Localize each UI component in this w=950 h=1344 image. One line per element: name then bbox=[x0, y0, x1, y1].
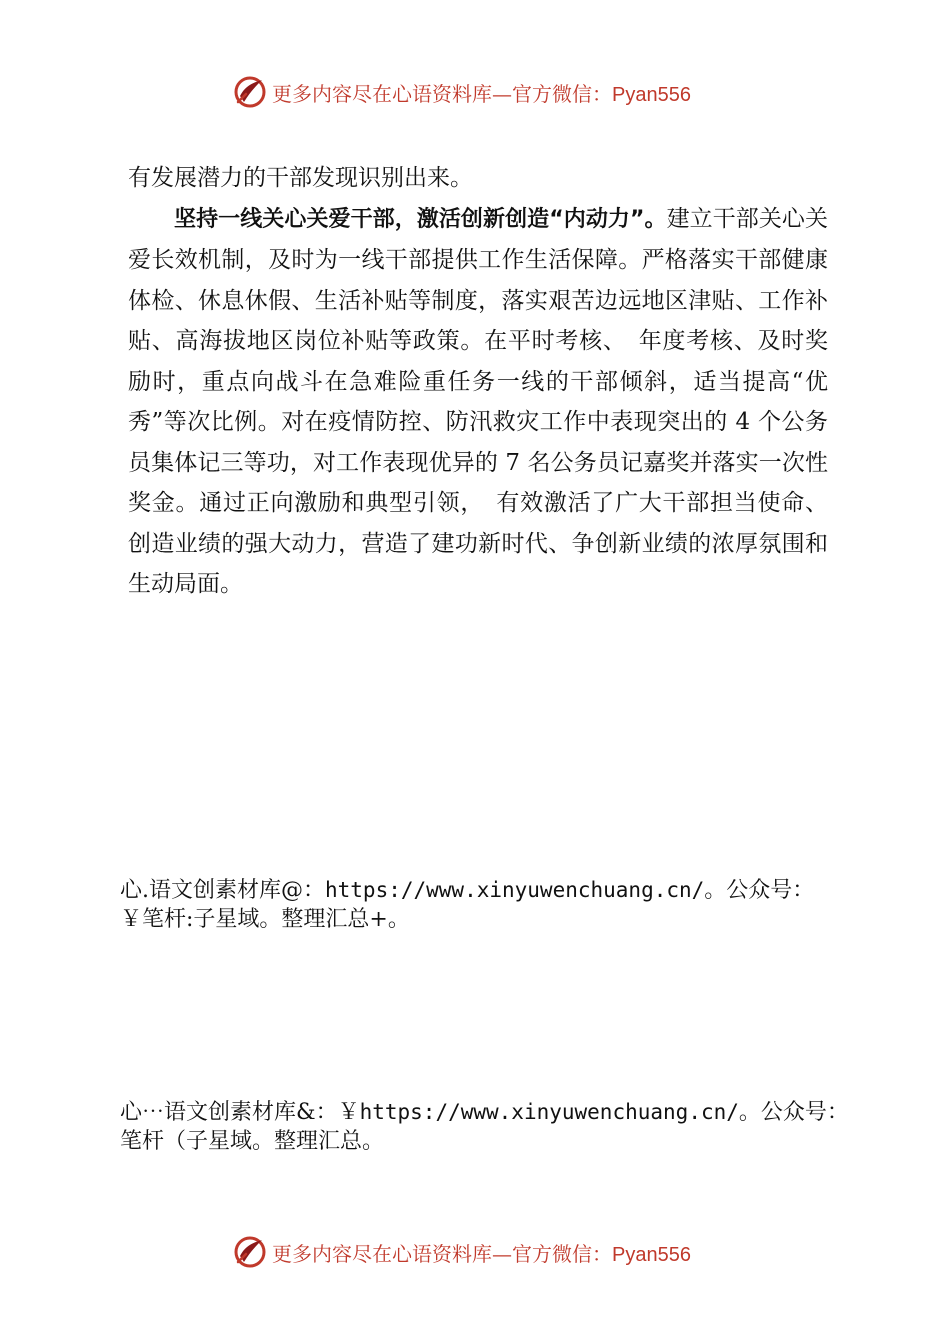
source-note-1-prefix: 心.语文创素材库@： bbox=[120, 878, 325, 903]
watermark-label: 更多内容尽在心语资料库—官方微信： bbox=[272, 81, 612, 106]
source-note-2-url[interactable]: https://www.xinyuwenchuang.cn/ bbox=[359, 1100, 739, 1124]
watermark-text bbox=[272, 1238, 691, 1267]
watermark-text bbox=[272, 78, 691, 107]
paragraph-2-body: 建立干部关心关爱长效机制，及时为一线干部提供工作生活保障。严格落实干部健康体检、休息休假、生活补贴等制度，落实艰苦边远地区津贴、工作补贴、高海拔地区岗位补贴等政策。在平时考核、 年度考核、及时奖励时，重点向战斗在急难险重任务一线的干部倾斜，适当提高“优秀”等次比例。对在疫情防控、防汛救灾工作中表现突出的 4 个公务员集体记三等功，对工作表现优异的 7 名公务员记嘉奖并落实一次性奖金。通过正向激励和典型引领， 有效激活了广大干部担当使命、创造业绩的强大动力，营造了建功新时代、争创新业绩的浓厚氛围和生动局面。 bbox=[128, 205, 829, 597]
paragraph-2-lead: 坚持一线关心关爱干部，激活创新创造“内动力”。 bbox=[174, 206, 667, 232]
brand-logo-icon bbox=[232, 1234, 268, 1270]
footer-watermark bbox=[232, 1232, 752, 1272]
wechat-id: Pyan556 bbox=[612, 1243, 691, 1266]
document-body bbox=[128, 158, 828, 605]
source-note-2-prefix: 心⋯语文创素材库&：￥ bbox=[120, 1100, 360, 1125]
source-note-2 bbox=[120, 1098, 850, 1156]
source-note-2-suffix: 。公众号：笔杆（子星域。整理汇总。 bbox=[120, 1100, 849, 1154]
source-note-1 bbox=[120, 876, 850, 934]
source-note-1-url[interactable]: https://www.xinyuwenchuang.cn/ bbox=[325, 878, 705, 902]
watermark-label: 更多内容尽在心语资料库—官方微信： bbox=[272, 1241, 612, 1266]
source-note-1-suffix: 。公众号：￥笔杆:子星域。整理汇总+。 bbox=[120, 878, 815, 932]
paragraph-2 bbox=[128, 199, 828, 605]
brand-logo-icon bbox=[232, 74, 268, 110]
paragraph-1: 有发展潜力的干部发现识别出来。 bbox=[128, 165, 473, 191]
header-watermark bbox=[232, 72, 752, 112]
wechat-id: Pyan556 bbox=[612, 83, 691, 106]
